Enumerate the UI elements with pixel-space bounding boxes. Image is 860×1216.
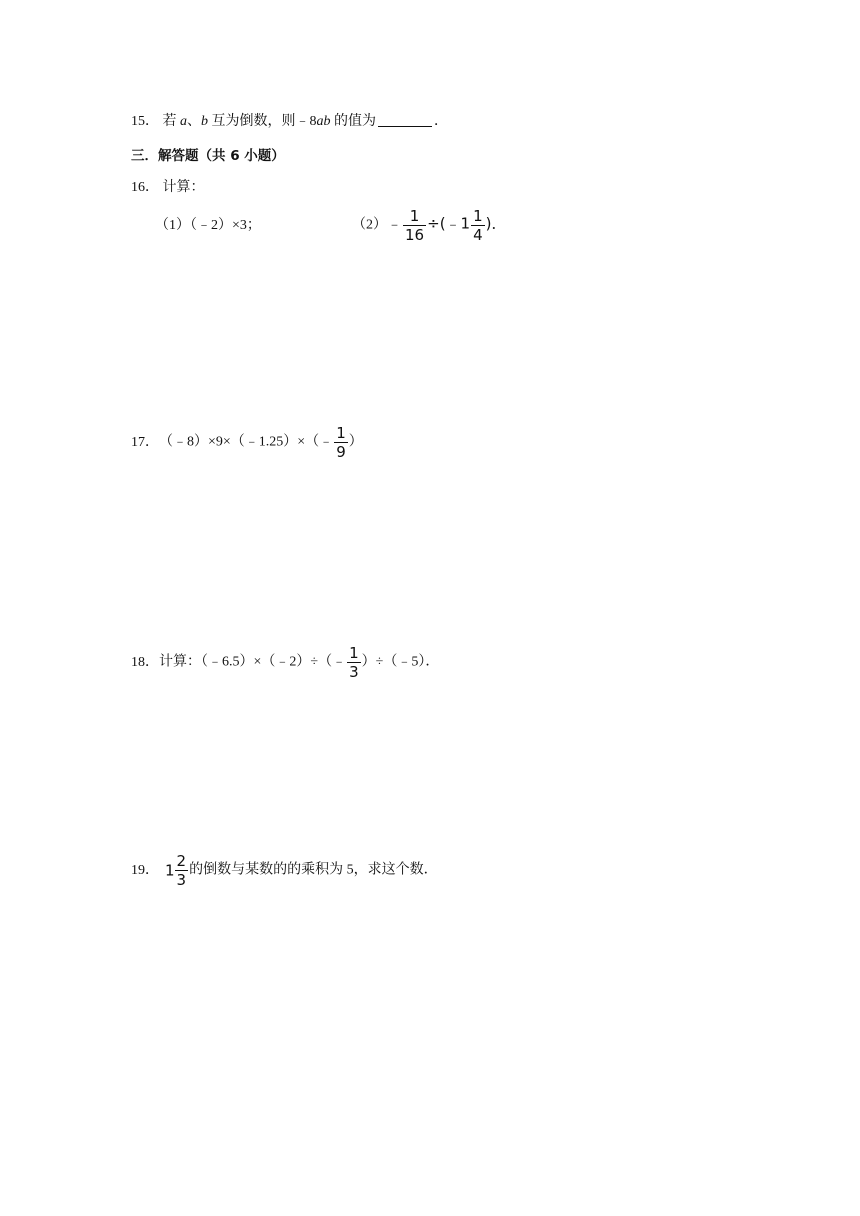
variable-ab: ab (316, 114, 331, 129)
minus-sign: ﹣ (387, 214, 403, 233)
question-number: 15． (131, 114, 159, 129)
question-19 (131, 853, 438, 888)
denominator: 16 (405, 226, 425, 244)
question-text: ． (434, 114, 448, 129)
denominator: 4 (473, 226, 483, 244)
numerator: 2 (176, 852, 187, 870)
close-paren: )． (485, 214, 507, 233)
question-number: 18． (131, 654, 159, 670)
part-label: （2） (352, 217, 387, 233)
question-17 (131, 425, 363, 460)
numerator: 1 (336, 424, 346, 442)
question-text: ）÷（﹣5）． (361, 654, 440, 670)
question-text: （﹣8）×9×（﹣1.25）×（﹣ (159, 434, 334, 450)
answer-blank (378, 112, 432, 127)
question-15 (131, 112, 448, 132)
question-16-part-2 (352, 208, 507, 243)
question-text: 、 (187, 114, 201, 129)
denominator: 3 (349, 663, 359, 681)
fraction (334, 425, 348, 460)
question-16-part-1: （1）（﹣2）×3； (155, 218, 261, 233)
fraction (175, 853, 189, 888)
question-text: 若 (162, 114, 180, 129)
question-text: ） (348, 434, 363, 450)
question-18 (131, 645, 439, 680)
variable-a: a (180, 114, 187, 129)
fraction (403, 208, 426, 243)
question-text: 计算： (162, 180, 205, 195)
question-text: 互为倒数，则﹣8 (208, 114, 317, 129)
denominator: 9 (336, 443, 346, 461)
question-number: 17． (131, 434, 159, 450)
question-text: 的倒数与某数的的乘积为 5，求这个数． (189, 862, 438, 878)
division-sign: ÷ (427, 214, 440, 233)
open-paren: (﹣1 (439, 214, 471, 233)
numerator: 1 (473, 207, 483, 225)
numerator: 1 (349, 644, 359, 662)
question-16 (131, 178, 205, 198)
question-text: 计算：（﹣6.5）×（﹣2）÷（﹣ (159, 654, 347, 670)
variable-b: b (201, 114, 208, 129)
question-number: 16． (131, 180, 159, 195)
mixed-number-whole: 1 (165, 861, 175, 880)
denominator: 3 (176, 871, 187, 889)
section-heading: 三．解答题（共 6 小题） (131, 148, 285, 164)
fraction (471, 208, 485, 243)
question-number: 19． (131, 862, 159, 878)
fraction (347, 645, 361, 680)
question-text: 的值为 (330, 114, 376, 129)
numerator: 1 (409, 207, 420, 225)
